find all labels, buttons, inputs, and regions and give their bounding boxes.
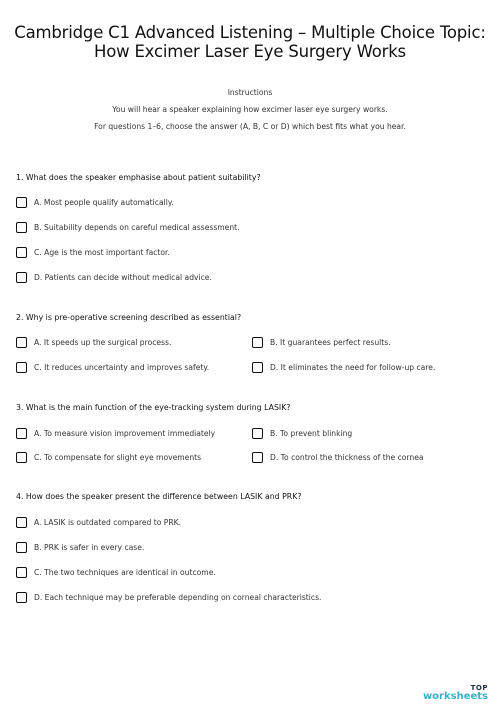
question-2: 2. Why is pre-operative screening described as essential?	[16, 313, 242, 322]
q3-option-b[interactable]	[252, 428, 352, 439]
q2-option-b[interactable]	[252, 337, 391, 348]
page-title	[0, 23, 500, 61]
option-label: A. Most people qualify automatically.	[34, 198, 174, 207]
question-1: 1. What does the speaker emphasise about patient suitability?	[16, 173, 261, 182]
q2-option-a[interactable]	[16, 337, 171, 348]
checkbox[interactable]	[16, 452, 27, 463]
option-label: A. It speeds up the surgical process.	[34, 338, 172, 347]
option-label: B. PRK is safer in every case.	[34, 543, 145, 552]
option-label: B. Suitability depends on careful medical assessment.	[34, 223, 240, 232]
logo-top-text: TOP	[470, 684, 488, 692]
option-label: C. Age is the most important factor.	[34, 248, 170, 257]
instructions-heading: Instructions	[227, 88, 273, 97]
question-3: 3. What is the main function of the eye-tracking system during LASIK?	[16, 403, 291, 412]
option-label: D. Patients can decide without medical advice.	[34, 273, 212, 282]
q3-option-a[interactable]	[16, 428, 215, 439]
q4-option-b[interactable]	[16, 542, 144, 553]
checkbox[interactable]	[16, 272, 27, 283]
checkbox[interactable]	[16, 517, 27, 528]
logo-bottom-text: worksheets	[422, 691, 488, 702]
checkbox[interactable]	[16, 592, 27, 603]
title-line-2: How Excimer Laser Eye Surgery Works	[94, 42, 406, 61]
instructions-line-1: You will hear a speaker explaining how excimer laser eye surgery works.	[112, 105, 388, 114]
instructions	[0, 84, 500, 135]
checkbox[interactable]	[16, 222, 27, 233]
checkbox[interactable]	[16, 362, 27, 373]
q1-option-b[interactable]	[16, 222, 240, 233]
checkbox[interactable]	[16, 247, 27, 258]
checkbox[interactable]	[16, 197, 27, 208]
question-4: 4. How does the speaker present the difference between LASIK and PRK?	[16, 492, 302, 501]
q2-option-c[interactable]	[16, 362, 209, 373]
q4-option-c[interactable]	[16, 567, 216, 578]
q1-option-a[interactable]	[16, 197, 174, 208]
option-label: C. The two techniques are identical in outcome.	[34, 568, 216, 577]
option-label: B. It guarantees perfect results.	[270, 338, 391, 347]
option-label: C. To compensate for slight eye movements	[34, 453, 202, 462]
checkbox[interactable]	[252, 337, 263, 348]
option-label: A. LASIK is outdated compared to PRK.	[34, 518, 182, 527]
q1-option-d[interactable]	[16, 272, 212, 283]
instructions-line-2: For questions 1–6, choose the answer (A, B, C or D) which best fits what you hear.	[94, 122, 406, 131]
q1-option-c[interactable]	[16, 247, 170, 258]
checkbox[interactable]	[16, 542, 27, 553]
option-label: A. To measure vision improvement immediately	[34, 429, 216, 438]
checkbox[interactable]	[16, 567, 27, 578]
topworksheets-logo	[423, 685, 488, 702]
checkbox[interactable]	[252, 452, 263, 463]
option-label: D. To control the thickness of the cornea	[270, 453, 424, 462]
option-label: C. It reduces uncertainty and improves safety.	[34, 363, 210, 372]
option-label: D. Each technique may be preferable depending on corneal characteristics.	[34, 593, 322, 602]
q2-option-d[interactable]	[252, 362, 435, 373]
checkbox[interactable]	[252, 428, 263, 439]
checkbox[interactable]	[16, 428, 27, 439]
q3-option-c[interactable]	[16, 452, 201, 463]
option-label: D. It eliminates the need for follow-up care.	[270, 363, 436, 372]
option-label: B. To prevent blinking	[270, 429, 353, 438]
q3-option-d[interactable]	[252, 452, 424, 463]
title-line-1: Cambridge C1 Advanced Listening – Multiple Choice Topic:	[14, 23, 486, 42]
checkbox[interactable]	[16, 337, 27, 348]
q4-option-a[interactable]	[16, 517, 181, 528]
checkbox[interactable]	[252, 362, 263, 373]
q4-option-d[interactable]	[16, 592, 321, 603]
